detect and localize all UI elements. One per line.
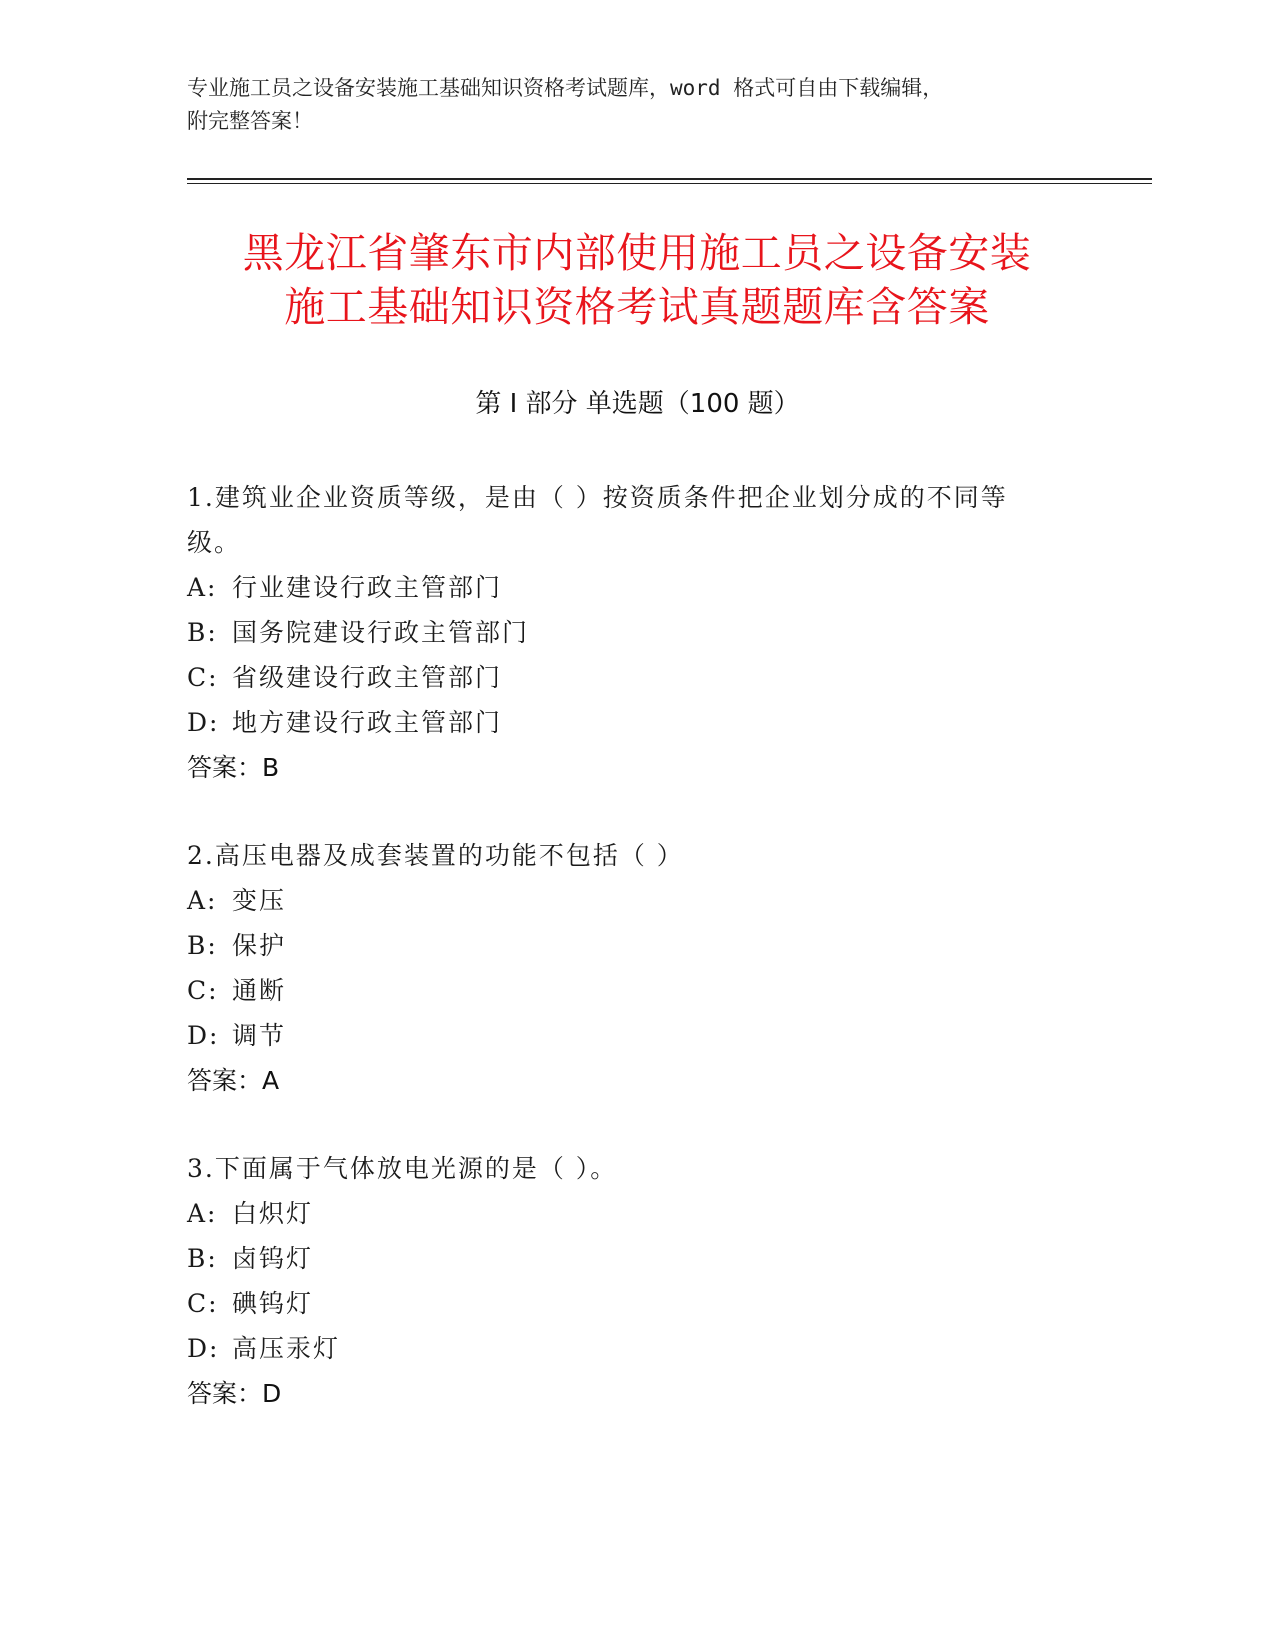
question-stem-continued: 级。 [187, 528, 242, 557]
option-key: C: [187, 1289, 219, 1318]
question-3 [187, 1146, 1087, 1416]
option-c [187, 968, 1087, 1013]
option-key: D: [187, 1334, 220, 1363]
option-text: 通断 [232, 976, 287, 1005]
option-text: 变压 [232, 886, 287, 915]
question-stem: 3.下面属于气体放电光源的是（ ）。 [187, 1154, 618, 1183]
header-note-line2: 附完整答案！ [187, 109, 313, 133]
option-text: 白炽灯 [232, 1199, 314, 1228]
option-text: 调节 [232, 1021, 287, 1050]
question-list [187, 475, 1087, 1459]
answer-line: 答案：A [187, 1066, 280, 1095]
option-d [187, 1326, 1087, 1371]
document-title [137, 226, 1137, 334]
option-text: 卤钨灯 [232, 1244, 314, 1273]
option-text: 碘钨灯 [232, 1289, 314, 1318]
option-b [187, 1236, 1087, 1281]
option-key: A: [187, 1199, 218, 1228]
option-a [187, 1191, 1087, 1236]
header-note [187, 72, 1087, 138]
option-key: C: [187, 976, 219, 1005]
option-text: 高压汞灯 [232, 1334, 341, 1363]
answer-line: 答案：B [187, 753, 280, 782]
option-d [187, 1013, 1087, 1058]
option-key: D: [187, 708, 220, 737]
option-text: 行业建设行政主管部门 [232, 573, 503, 602]
header-divider-thick [187, 178, 1152, 180]
section-heading: 第 I 部分 单选题（100 题） [475, 389, 800, 419]
option-text: 国务院建设行政主管部门 [232, 618, 530, 647]
option-a [187, 878, 1087, 923]
question-stem: 1.建筑业企业资质等级，是由（ ）按资质条件把企业划分成的不同等 [187, 483, 1008, 512]
option-c [187, 1281, 1087, 1326]
option-d [187, 700, 1087, 745]
option-c [187, 655, 1087, 700]
document-title-line2: 施工基础知识资格考试真题题库含答案 [284, 283, 990, 331]
option-key: B: [187, 931, 218, 960]
option-text: 地方建设行政主管部门 [232, 708, 503, 737]
option-key: A: [187, 573, 218, 602]
option-key: B: [187, 1244, 218, 1273]
option-b [187, 923, 1087, 968]
question-stem: 2.高压电器及成套装置的功能不包括（ ） [187, 841, 684, 870]
option-text: 保护 [232, 931, 287, 960]
header-divider-thin [187, 183, 1152, 184]
document-title-line1: 黑龙江省肇东市内部使用施工员之设备安装 [242, 229, 1032, 277]
question-1 [187, 475, 1087, 790]
header-note-line1: 专业施工员之设备安装施工基础知识资格考试题库，word 格式可自由下载编辑， [187, 76, 944, 100]
option-text: 省级建设行政主管部门 [232, 663, 503, 692]
answer-line: 答案：D [187, 1379, 282, 1408]
option-b [187, 610, 1087, 655]
option-a [187, 565, 1087, 610]
option-key: C: [187, 663, 219, 692]
option-key: B: [187, 618, 218, 647]
option-key: D: [187, 1021, 220, 1050]
question-2 [187, 833, 1087, 1103]
option-key: A: [187, 886, 218, 915]
